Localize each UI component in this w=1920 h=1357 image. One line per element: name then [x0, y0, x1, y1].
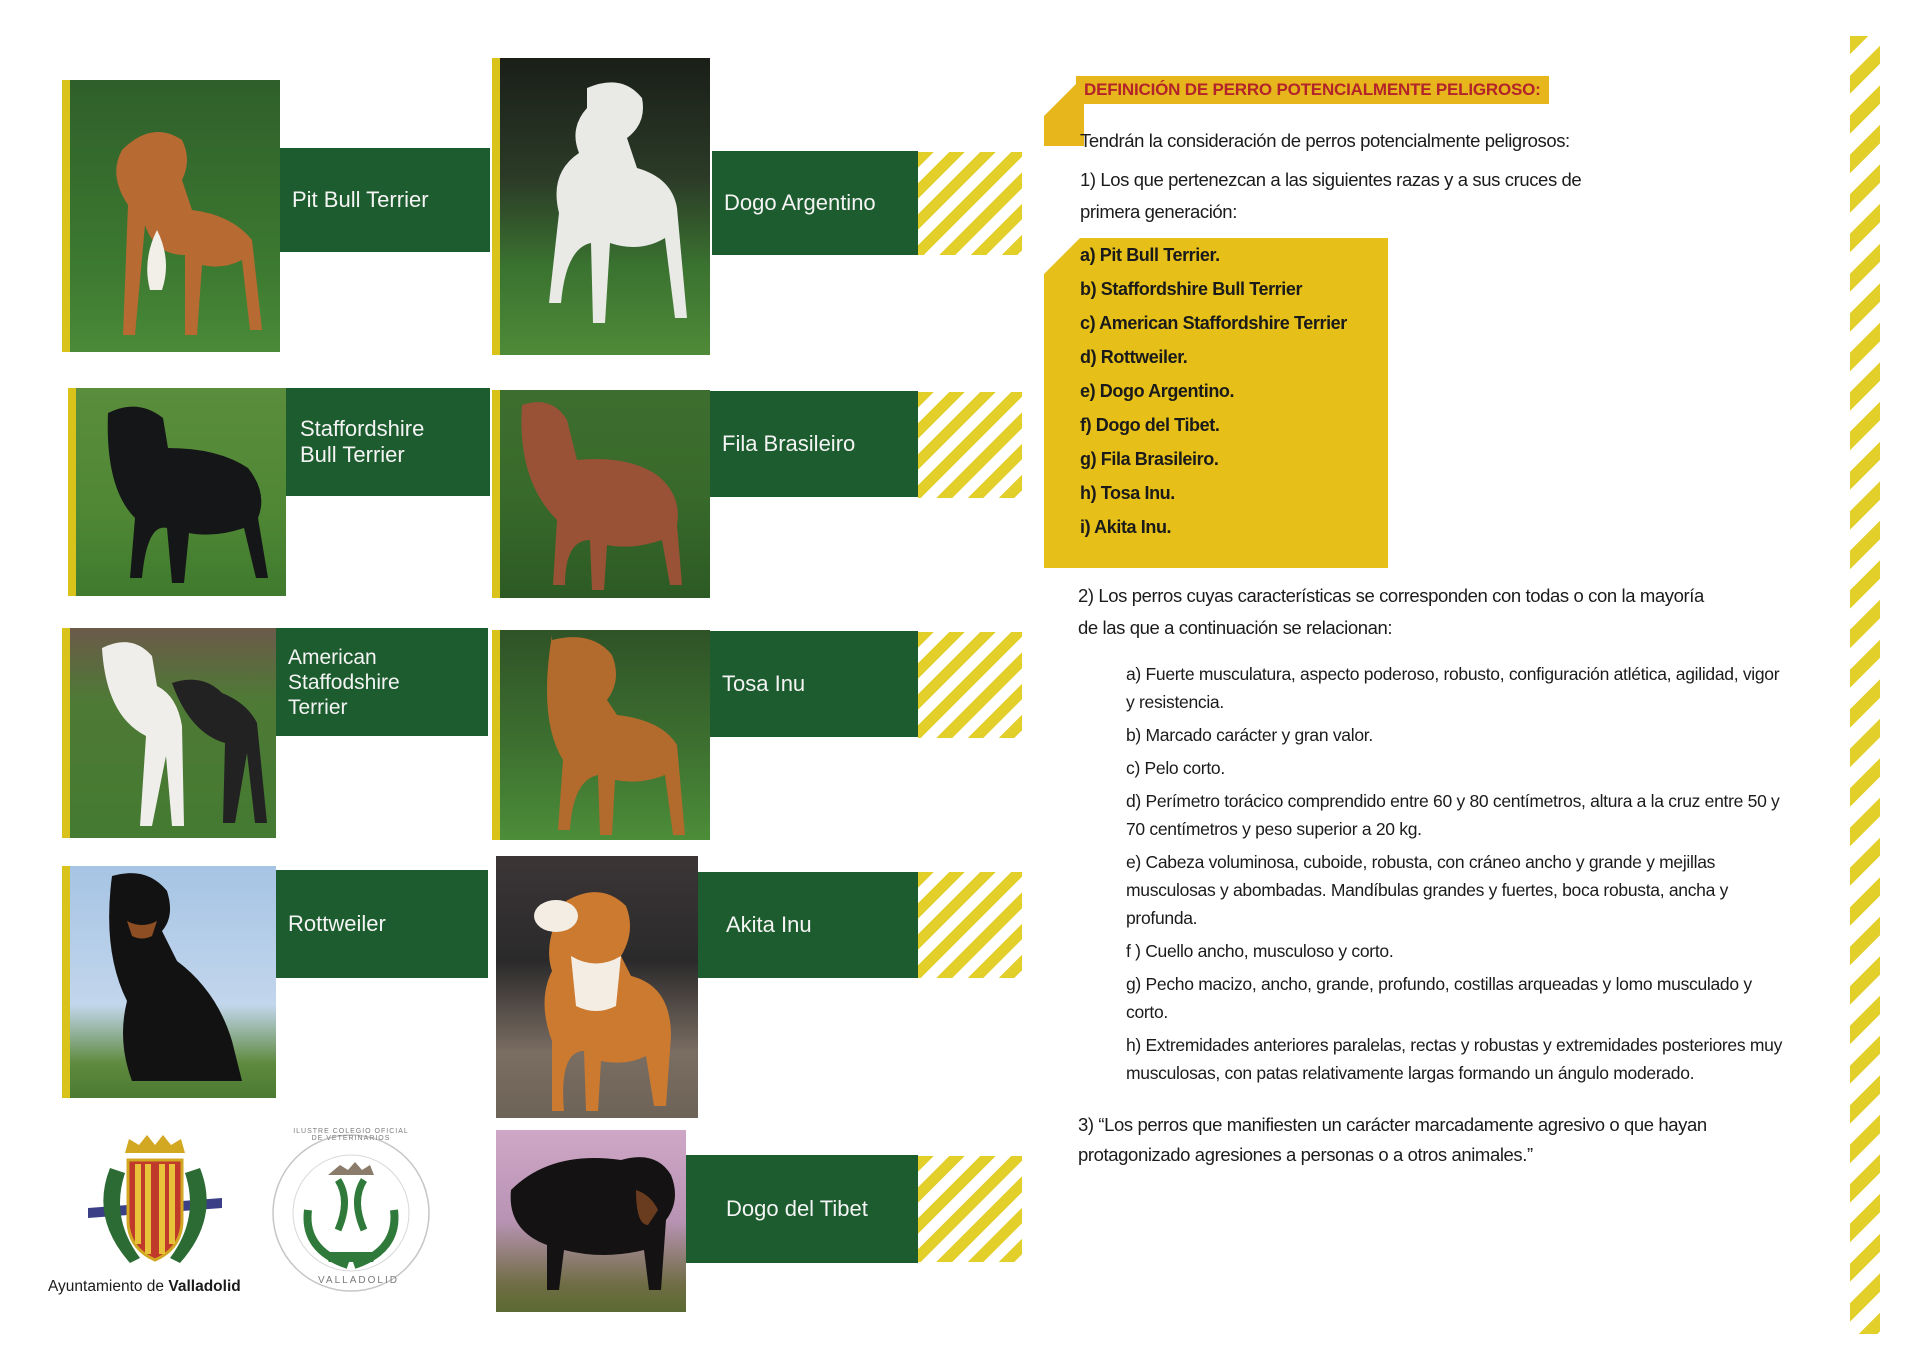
dog-dogo-argentino-image [492, 58, 710, 355]
dog-staffordshire-image [68, 388, 286, 596]
definition-point-2: 2) Los perros cuyas características se corresponden con todas o con la mayoría de las que a continuación se relacionan: [1078, 585, 1704, 638]
criteria-item: g) Pecho macizo, ancho, grande, profundo, costillas arqueadas y lomo musculado y corto. [1126, 974, 1752, 1022]
photo-rottweiler [62, 866, 276, 1098]
stripes-row-5 [918, 1156, 1022, 1262]
definition-point-1: 1) Los que pertenezcan a las siguientes razas y a sus cruces de primera generación: [1080, 169, 1582, 222]
criteria-item: d) Perímetro torácico comprendido entre 60 y 80 centímetros, altura a la cruz entre 50 y 70 centímetros y peso superior a 20 kg. [1126, 791, 1780, 839]
criteria-item: h) Extremidades anteriores paralelas, rectas y robustas y extremidades posteriores muy musculosas, con patas relativamente largas formando un ángulo moderado. [1126, 1035, 1783, 1083]
city-caption-prefix: Ayuntamiento de [48, 1278, 169, 1295]
photo-staffordshire [68, 388, 286, 596]
stripes-row-1 [918, 152, 1022, 255]
city-coat-of-arms-logo [80, 1128, 230, 1278]
dog-dogo-tibet-image [496, 1130, 686, 1312]
photo-dogo-tibet [496, 1130, 686, 1312]
college-ring-top-text: ILUSTRE COLEGIO OFICIAL DE VETERINARIOS [293, 1128, 409, 1142]
label-pitbull: Pit Bull Terrier [280, 148, 490, 252]
label-staffordshire: Staffordshire Bull Terrier [286, 388, 490, 496]
breed-list-item: d) Rottweiler. [1080, 347, 1188, 367]
dog-akita-image [496, 856, 698, 1118]
dog-tosa-image [492, 630, 710, 840]
breed-list-item: h) Tosa Inu. [1080, 483, 1175, 503]
veterinary-college-logo [268, 1130, 434, 1296]
breed-list-item: a) Pit Bull Terrier. [1080, 245, 1220, 265]
label-american-staff: American Staffodshire Terrier [276, 628, 488, 736]
label-akita: Akita Inu [698, 872, 918, 978]
photo-akita [496, 856, 698, 1118]
breed-list-item: g) Fila Brasileiro. [1080, 449, 1219, 469]
label-dogo-tibet: Dogo del Tibet [686, 1155, 918, 1263]
photo-pitbull [62, 80, 280, 352]
coat-of-arms-icon [80, 1128, 230, 1278]
criteria-item: b) Marcado carácter y gran valor. [1126, 725, 1373, 745]
definition-title: DEFINICIÓN DE PERRO POTENCIALMENTE PELIGROSO: [1076, 76, 1549, 104]
breed-list-item: f) Dogo del Tibet. [1080, 415, 1220, 435]
label-fila: Fila Brasileiro [710, 391, 918, 497]
stripes-row-2 [918, 392, 1022, 498]
breed-list-item: c) American Staffordshire Terrier [1080, 313, 1347, 333]
dog-pitbull-image [62, 80, 280, 352]
right-edge-stripe [1850, 36, 1880, 1334]
label-rottweiler: Rottweiler [276, 870, 488, 978]
label-tosa: Tosa Inu [710, 631, 918, 737]
photo-dogo-argentino [492, 58, 710, 355]
photo-american-staff [62, 628, 276, 838]
breed-list-item: e) Dogo Argentino. [1080, 381, 1235, 401]
photo-fila [492, 390, 710, 598]
stripes-row-4 [918, 872, 1022, 978]
college-ring-bottom-text: VALLADOLID [318, 1275, 399, 1286]
photo-tosa [492, 630, 710, 840]
dog-rottweiler-image [62, 866, 276, 1098]
city-caption [48, 1278, 241, 1296]
breed-list-item: i) Akita Inu. [1080, 517, 1172, 537]
criteria-item: c) Pelo corto. [1126, 758, 1225, 778]
criteria-item: e) Cabeza voluminosa, cuboide, robusta, con cráneo ancho y grande y mejillas musculosas y abombadas. Mandíbulas grandes y fuertes, boca robusta, ancha y profunda. [1126, 852, 1729, 928]
dog-american-staff-image [62, 628, 276, 838]
criteria-list [1126, 660, 1786, 1092]
city-caption-bold: Valladolid [168, 1278, 241, 1295]
definition-intro: Tendrán la consideración de perros potencialmente peligrosos: [1080, 130, 1570, 151]
stripes-row-3 [918, 632, 1022, 738]
breed-list-item: b) Staffordshire Bull Terrier [1080, 279, 1303, 299]
definition-point-3: 3) “Los perros que manifiesten un carácter marcadamente agresivo o que hayan protagonizado agresiones a personas o a otros animales.” [1078, 1114, 1707, 1165]
criteria-item: f ) Cuello ancho, musculoso y corto. [1126, 941, 1394, 961]
dog-fila-image [492, 390, 710, 598]
label-dogo-argentino: Dogo Argentino [712, 151, 918, 255]
veterinary-seal-icon [268, 1130, 434, 1296]
criteria-item: a) Fuerte musculatura, aspecto poderoso, robusto, configuración atlética, agilidad, vigor y resistencia. [1126, 664, 1780, 712]
breed-list [1080, 238, 1347, 544]
